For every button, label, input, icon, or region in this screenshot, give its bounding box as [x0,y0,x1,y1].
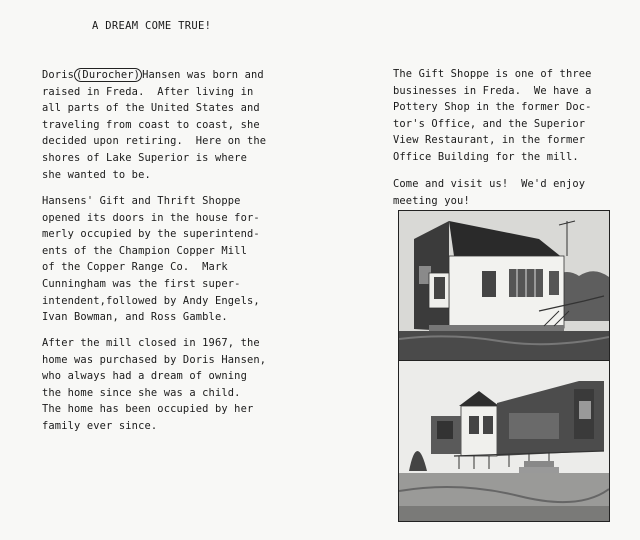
para1-rest: raised in Freda. After living in all parts of the United States and traveling from coast to coast, she decided upon retiring. Here on the shores of Lake Superior is where she wanted to be. [42,85,267,181]
house-photo-front [398,360,610,522]
para1-line1-post: Hansen was born and [142,69,264,81]
paragraph-visit-invitation: Come and visit us! We'd enjoy meeting you! [393,178,586,207]
maiden-name-circled: (Durocher) [76,69,141,81]
paragraph-shoppe-history: Hansens' Gift and Thrift Shoppe opened its doors in the house for- merly occupied by the superintend- ents of the Champion Copper Mill of the Copper Range Co. Mark Cunningham was the first super- intendent,followed by Andy Engels, Ivan Bowman, and Ross Gamble. [42,195,260,324]
paragraph-doris-hansen [42,67,266,183]
paragraph-mill-closing: After the mill closed in 1967, the home was purchased by Doris Hansen, who always had a dream of owning the home since she was a child. The home has been occupied by her family ever since. [42,337,267,432]
para1-line1-pre: Doris [42,69,75,81]
document-title: A DREAM COME TRUE! [92,20,212,32]
paragraph-freda-businesses: The Gift Shoppe is one of three businesses in Freda. We have a Pottery Shop in the former Doc- tor's Office, and the Superior View Restaurant, in the former Office Building for the mill. [393,68,592,163]
house-photo-side [398,210,610,362]
